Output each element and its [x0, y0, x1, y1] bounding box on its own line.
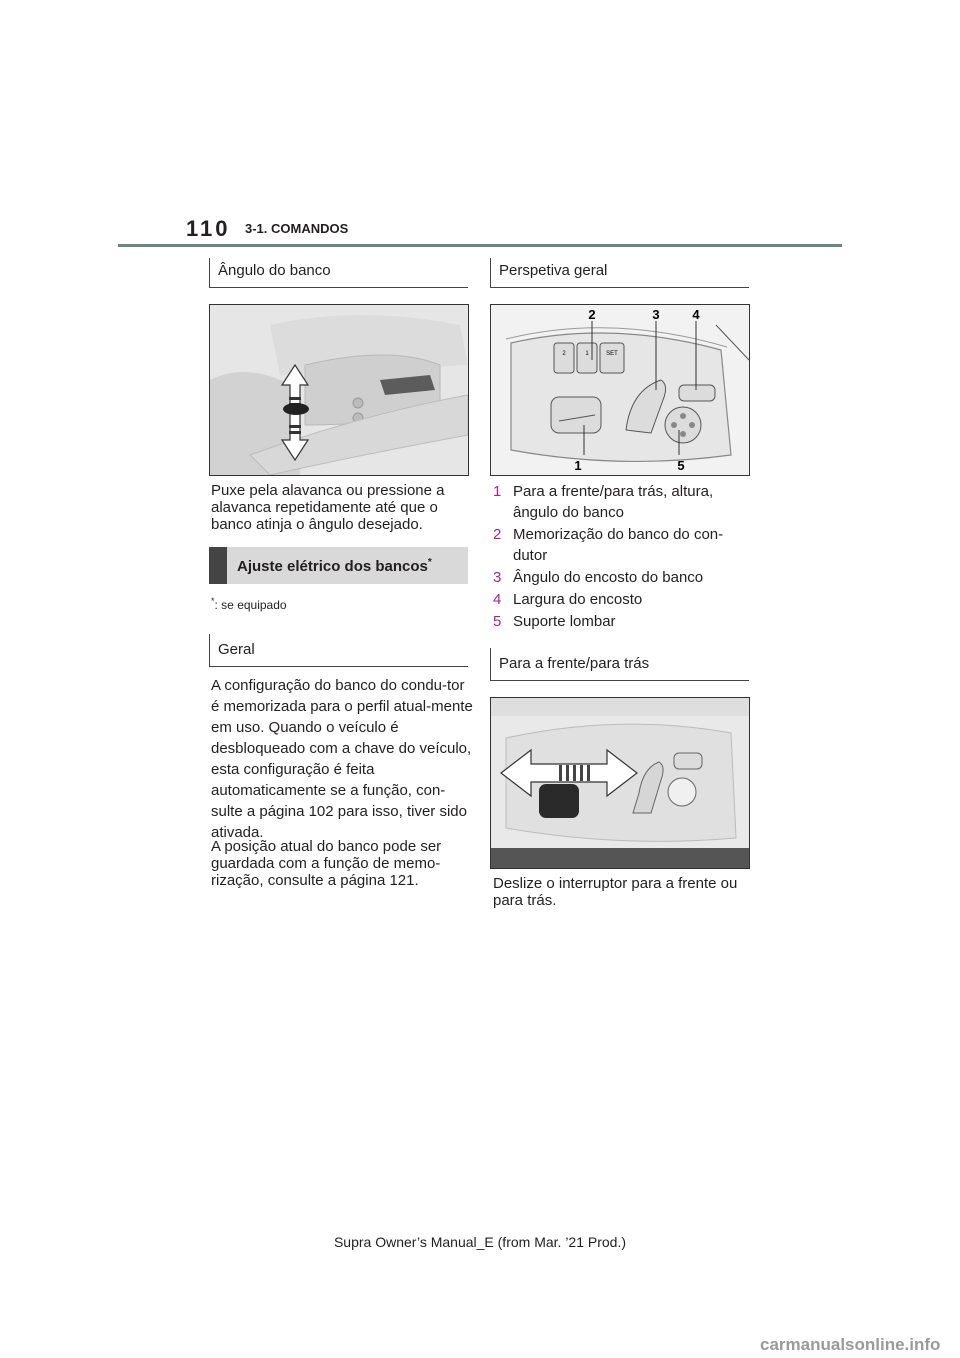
footnote-text: : se equipado	[214, 598, 287, 612]
section-marker: *	[427, 557, 432, 568]
general-paragraph-2: A posição atual do banco pode ser guardada com a função de memo-rização, consulte a página 121.	[211, 838, 442, 889]
section-title	[237, 557, 432, 575]
header-rule	[118, 244, 842, 247]
item-number: 2	[493, 526, 502, 543]
item-text: Suporte lombar	[513, 613, 616, 630]
subheading-bar	[490, 258, 491, 288]
general-paragraph-1: A configuração do banco do condu-tor é memorizada para o perfil atual-mente em uso. Quando o veículo é desbloqueado com a chave do veículo, esta configuração é feita automaticamente se a função, con-sulte a página 102 para isso, tiver sido ativada.	[211, 677, 473, 841]
list-item	[493, 481, 753, 523]
subheading-rule	[209, 666, 468, 667]
item-text: Memorização do banco do con-dutor	[513, 526, 724, 564]
list-item	[493, 611, 753, 632]
footer-text: Supra Owner’s Manual_E (from Mar. ’21 Prod.)	[333, 1234, 627, 1250]
seat-controls-overview-illustration	[490, 304, 750, 476]
page-number: 110	[186, 216, 231, 241]
section-title-text: Ajuste elétrico dos bancos	[237, 558, 428, 575]
callout-2: 2	[588, 307, 596, 322]
footnote-marker: *	[211, 596, 215, 606]
subheading-rule	[209, 287, 468, 288]
fwd-back-illustration	[490, 697, 750, 869]
chapter-title: 3-1. COMANDOS	[245, 221, 349, 236]
callout-1: 1	[574, 458, 582, 473]
seat-angle-heading: Ângulo do banco	[218, 262, 331, 279]
section-heading	[209, 547, 468, 584]
general-heading: Geral	[218, 641, 255, 658]
seat-angle-illustration	[209, 304, 469, 476]
item-text: Para a frente/para trás, altura, ângulo do banco	[513, 483, 714, 521]
subheading-bar	[209, 258, 210, 288]
item-number: 4	[493, 591, 502, 608]
item-number: 3	[493, 569, 502, 586]
subheading-bar	[209, 634, 210, 666]
subheading-rule	[490, 287, 749, 288]
section-tab	[209, 547, 227, 584]
item-number: 1	[493, 483, 502, 500]
item-number: 5	[493, 613, 502, 630]
overview-list	[493, 481, 753, 633]
set-button-label: SET	[606, 351, 618, 357]
memory-button-2-label: 2	[562, 351, 566, 357]
callout-4: 4	[692, 307, 700, 322]
fwd-back-text: Deslize o interruptor para a frente ou para trás.	[493, 875, 738, 909]
list-item	[493, 589, 753, 610]
footnote	[211, 596, 287, 612]
subheading-rule	[490, 680, 749, 681]
subheading-bar	[490, 648, 491, 680]
list-item	[493, 567, 753, 588]
item-text: Ângulo do encosto do banco	[513, 569, 704, 586]
fwd-back-heading: Para a frente/para trás	[499, 655, 650, 672]
callout-3: 3	[652, 307, 660, 322]
overview-heading: Perspetiva geral	[499, 262, 608, 279]
callout-5: 5	[677, 458, 685, 473]
item-text: Largura do encosto	[513, 591, 643, 608]
list-item	[493, 524, 753, 566]
seat-angle-text: Puxe pela alavanca ou pressione a alavanca repetidamente até que o banco atinja o ângulo desejado.	[211, 482, 445, 533]
memory-button-1-label: 1	[585, 351, 589, 357]
watermark: carmanualsonline.info	[760, 1335, 941, 1354]
